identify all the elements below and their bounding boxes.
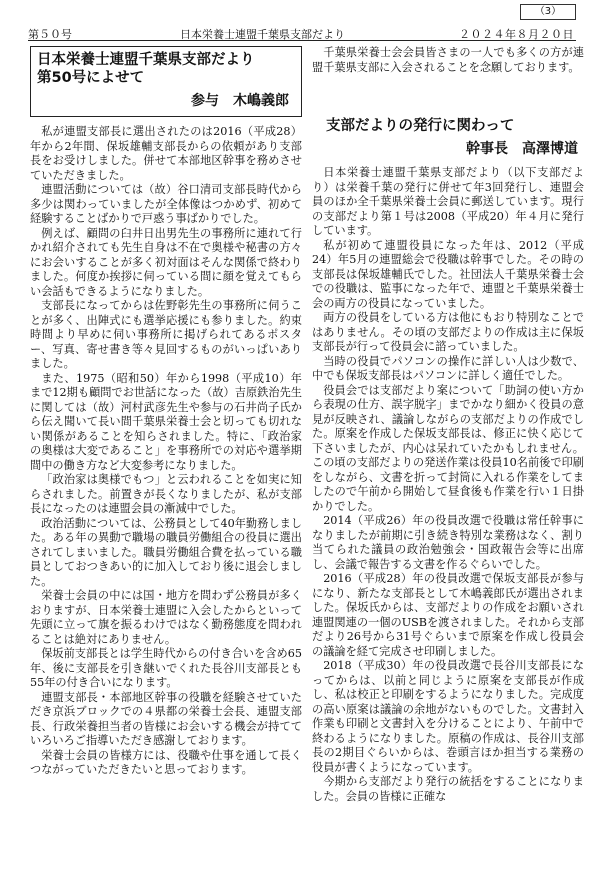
left-paragraph: 連盟活動については（故）谷口清司支部長時代から多少は関わっていましたが全体像はつかめず、初めて経験することばかりで戸惑う事ばかりでした。	[30, 183, 302, 225]
left-paragraph: 支部長になってからは佐野彰先生の事務所に伺うことが多く、出陣式にも選挙応援にも参りました。約束時間より早めに伺い事務所に掲げられてあるポスター、写真、寄せ書き等々見回するものがいっぱいありました。	[30, 299, 302, 370]
issue-date: ２０２４年８月２０日	[459, 28, 574, 41]
right-paragraph: 当時の役員でパソコンの操作に詳しい人は少数で、中でも保坂支部長はパソコンに詳しく適任でした。	[312, 354, 584, 382]
left-article-title-line2: 第50号によせて	[37, 70, 145, 86]
left-article-title-box	[30, 46, 302, 117]
left-article-title-line1: 日本栄養士連盟千葉県支部だより	[37, 52, 255, 68]
left-paragraph: 私が連盟支部長に選出されたのは2016（平成28）年から2年間、保坂雄輔支部長からの依頼があり支部長をお受けしました。併せて本部地区幹事を務めさせていただきました。	[30, 125, 302, 182]
right-intro-paragraph: 千葉県栄養士会会員皆さまの一人でも多くの方が連盟千葉県支部に入会されることを念願しております。	[312, 46, 584, 74]
right-paragraph: 2016（平成28）年の役員改選で保坂支部長が参与になり、新たな支部長として木嶋義郎氏が選出されました。保坂氏からは、支部だよりの作成をお願いされ連盟関連の一個のUSBを渡されました。それから支部だより26号から31号ぐらいまで原案を作成し役員会の議論を経て完成させ印刷しました。	[312, 572, 584, 658]
left-paragraph: 栄養士会員の中には国・地方を問わず公務員が多くおりますが、日本栄養士連盟に入会したからといって先頭に立って旗を振るわけではなく勤務態度を問われることは絶対にありません。	[30, 589, 302, 646]
right-column	[312, 46, 584, 872]
right-paragraph: 私が初めて連盟役員になった年は、2012（平成24）年5月の連盟総会で役職は幹事でした。その時の支部長は保坂雄輔氏でした。社団法人千葉県栄養士会での役職は、監事になった年で、連盟と千葉県栄養士会の両方の役員になっていました。	[312, 238, 584, 310]
left-paragraph: 栄養士会員の皆様方には、役職や仕事を通して長くつながっていただきたいと思っております。	[30, 748, 302, 776]
newsletter-header	[28, 0, 576, 40]
issue-number: 第５０号	[28, 28, 72, 41]
left-paragraph: 保坂前支部長とは学生時代からの付き合いを含め65年、後に支部長を引き継いでくれた長谷川支部長とも55年の付き合いになります。	[30, 647, 302, 689]
right-paragraph: 今期から支部だより発行の統括をすることになりました。会員の皆様に正確な	[312, 775, 584, 803]
right-article-heading	[312, 117, 584, 158]
right-paragraph: 2018（平成30）年の役員改選で長谷川支部長になってからは、以前と同じように原案を支部長が作成し、私は校正と印刷をするようになりました。完成度の高い原案は議論の余地がないものでした。文書封入作業も印刷と文書封入を分けることにより、午前中で終わるようになりました。原稿の作成は、長谷川支部長の2期目ぐらいからは、巻頭言ほか担当する業務の役員が書くようになっています。	[312, 659, 584, 774]
right-paragraph: 両方の役員をしている方は他にもおり特別なことではありません。その頃の支部だよりの作成は主に保坂支部長が行って役員会に諮っていました。	[312, 311, 584, 353]
left-paragraph: また、1975（昭和50）年から1998（平成10）年まで12期も顧問でお世話になった（故）吉原鉄治先生に関しては（故）河村武彦先生や参与の石井尚子氏から伝え聞いて長い間千葉県栄養士会と切っても切れない関係があることを知らされました。特に、「政治家の奥様は大変であること」を事務所での対応や選挙期間中の働き方など大変参考になりました。	[30, 371, 302, 472]
left-column	[30, 46, 302, 872]
right-paragraph: 2014（平成26）年の役員改選で役職は常任幹事になりましたが前期に引き続き特別な業務はなく、割り当てられた議員の政治勉強会・国政報告会等に出席し、会議で報告する文書を作るぐらいでした。	[312, 514, 584, 571]
left-paragraph: 政治活動については、公務員として40年勤務しました。ある年の異動で職場の職員労働組合の役員に選出されてしまいました。職員労働組合費を払っている職員としておつきあい的に加入しており後に退会しました。	[30, 516, 302, 588]
left-paragraph: 「政治家は奥様でもつ」と云われることを如実に知らされました。前置きが長くなりましたが、私が支部長になったのは連盟会員の漸減中でした。	[30, 473, 302, 515]
right-article-author: 幹事長 高澤博道	[466, 141, 578, 157]
left-article-author: 参与 木嶋義郎	[191, 93, 289, 109]
page-number: （3）	[520, 4, 576, 20]
right-paragraph: 役員会では支部だより案について「助詞の使い方から表現の仕方、誤字脱字」までかなり細かく役員の意見が反映され、議論しながらの支部だよりの作成でした。原案を作成した保坂支部長は、修正に快く応じて下さいましたが、内心は呆れていたかもしれません。この頃の支部だよりの発送作業は役員10名前後で印刷をしながら、文書を折って封筒に入れる作業をしてましたので午前から開始して昼食後も作業を行い１日掛かりでした。	[312, 383, 584, 513]
header-divider	[28, 40, 576, 41]
right-paragraph: 日本栄養士連盟千葉県支部だより（以下支部だより）は栄養千葉の発行に併せて年3回発行し、連盟会員のほか全千葉県栄養士会員に郵送しています。現行の支部だより第１号は2008（平成20）年４月に発行しています。	[312, 166, 584, 237]
newsletter-title: 日本栄養士連盟千葉県支部だより	[180, 28, 345, 41]
left-paragraph: 例えば、顧問の臼井日出男先生の事務所に連れて行かれ紹介されても先生自身は不在で奥様や秘書の方々にお会いすることが多く初対面はそんな関係で終わりました。何度か挨拶に伺っている間に顔を覚えてもらい会話もできるようになりました。	[30, 226, 302, 298]
right-article-title: 支部だよりの発行に関わって	[326, 118, 515, 134]
left-paragraph: 連盟支部長・本部地区幹事の役職を経験させていただき京浜ブロックでの４県都の栄養士会長、連盟支部長、行政栄養担当者の皆様にお会いする機会が持てていろいろご指導いただき感謝しております。	[30, 690, 302, 747]
